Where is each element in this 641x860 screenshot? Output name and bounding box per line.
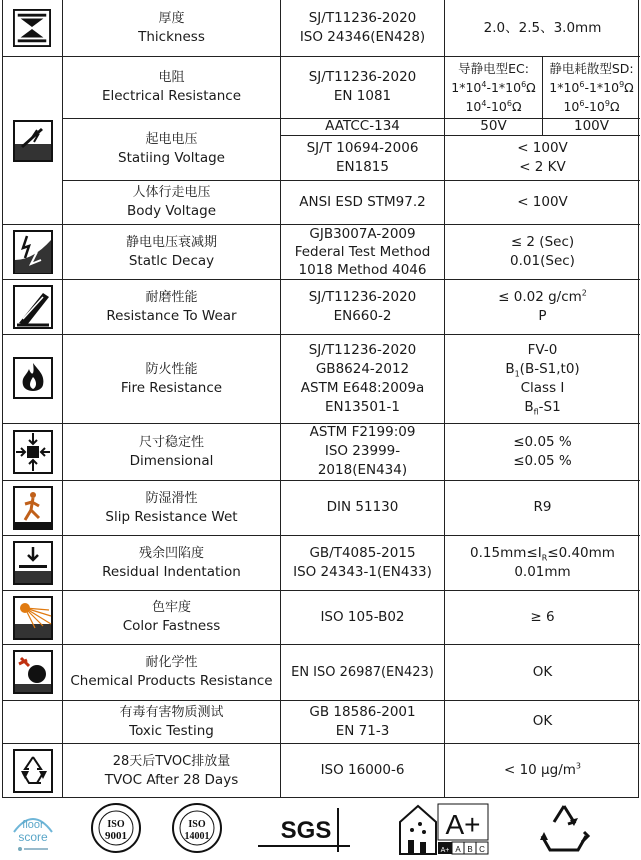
static-electricity-icon [13, 120, 53, 162]
label-en: TVOC After 28 Days [104, 771, 239, 788]
std-fire [281, 334, 444, 423]
val-resistance-ec [445, 56, 542, 118]
value: < 10 $\mu g/m^3$ [503, 761, 582, 778]
std-tvoc [281, 743, 444, 798]
std-body-voltage [281, 180, 444, 224]
val-wear [445, 279, 640, 334]
std-line: SJ/T 10694-2006 [306, 140, 419, 156]
value: ≤0.05 % [513, 452, 572, 469]
label-en: Chemical Products Resistance [70, 673, 273, 689]
value: OK [532, 713, 553, 729]
label-cn: 有毒有害物质测试 [119, 704, 224, 720]
std-wear [281, 279, 444, 334]
label-slip [63, 480, 280, 535]
std-voltage-2 [281, 136, 444, 180]
value-head: 导静电型EC: [458, 60, 529, 76]
label-cn: 静电电压衰减期 [125, 234, 217, 250]
std-line: ASTM F2199:09 [309, 424, 416, 440]
wear-resistance-icon [13, 285, 53, 329]
val-voltage-1a [445, 118, 542, 135]
value: 100V [573, 118, 609, 134]
value: OK [532, 663, 553, 680]
label-color-fastness [63, 590, 280, 644]
std-line: SJ/T11236-2020 [308, 341, 417, 358]
std-line: ISO 23999-2018(EN434) [317, 443, 408, 478]
value: 0.01(Sec) [510, 252, 575, 269]
std-line: ISO 24346(EN428) [299, 29, 426, 45]
label-toxic [63, 700, 280, 743]
value-line: $1*10^6-1*10^9\Omega$ [549, 79, 634, 95]
iso9001-text-1: ISO [107, 819, 125, 830]
label-resistance [63, 56, 280, 118]
value: < 100V [517, 140, 568, 156]
std-thickness [281, 0, 444, 56]
val-tvoc [445, 743, 640, 798]
val-dimensional [445, 423, 640, 480]
value-head: 静电耗散型SD: [549, 60, 634, 76]
aplus-scale-4: C [479, 845, 485, 854]
val-toxic [445, 700, 640, 743]
label-en: Thickness [138, 29, 205, 45]
value: ≤ 0.02 $g/cm^2$ [498, 288, 587, 305]
label-cn: 厚度 [158, 11, 185, 26]
std-line: DIN 51130 [326, 499, 399, 515]
thickness-icon [13, 9, 51, 47]
label-tvoc [63, 743, 280, 798]
std-line: SJ/T11236-2020 [308, 69, 417, 85]
label-chemical [63, 644, 280, 700]
value: 0.01mm [514, 563, 571, 580]
value: R9 [533, 499, 552, 515]
value: ≤0.05 % [513, 433, 572, 450]
val-indentation [445, 535, 640, 590]
indentation-icon [13, 541, 53, 585]
value: ≤ 2 (Sec) [510, 233, 575, 250]
std-line: AATCC-134 [325, 118, 400, 134]
std-line: ISO 16000-6 [320, 762, 405, 778]
label-en: Toxic Testing [129, 722, 214, 739]
label-cn: 耐磨性能 [145, 289, 198, 305]
value-line: $10^4-10^6\Omega$ [465, 98, 522, 114]
label-static-decay [63, 224, 280, 279]
dimension-icon [13, 430, 53, 474]
color-fastness-icon [13, 596, 53, 640]
label-cn: 色牢度 [151, 600, 191, 615]
value: < 100V [517, 193, 568, 210]
iso14001-text-2: 14001 [184, 831, 210, 842]
label-en: Electrical Resistance [101, 88, 242, 104]
iso14001-logo [171, 802, 223, 854]
value: Class I [520, 379, 565, 396]
val-chemical [445, 644, 640, 700]
label-indentation [63, 535, 280, 590]
std-line: GB 18586-2001 [309, 703, 416, 720]
std-line: GB/T4085-2015 [309, 544, 416, 561]
iso9001-logo [90, 802, 142, 854]
floorscore-text-1: floor [22, 819, 44, 831]
value: FV-0 [527, 341, 558, 358]
value-line: $10^6-10^9\Omega$ [563, 98, 620, 114]
aplus-scale-3: B [467, 845, 473, 854]
std-resistance [281, 56, 444, 118]
label-en: Dimensional [129, 452, 214, 469]
spec-table [2, 0, 639, 798]
val-voltage-2 [445, 136, 640, 180]
std-line: ASTM E648:2009a [300, 379, 425, 396]
std-toxic [281, 700, 444, 743]
std-dimensional [281, 423, 444, 480]
label-en: Resistance To Wear [106, 307, 237, 324]
std-chemical [281, 644, 444, 700]
val-body-voltage [445, 180, 640, 224]
recycle-tvoc-icon [13, 749, 53, 793]
std-line: 1018 Method 4046 [298, 261, 427, 278]
label-cn: 防火性能 [145, 361, 198, 377]
std-slip [281, 480, 444, 535]
value: 2.0、2.5、3.0mm [483, 19, 602, 36]
value: $B_{fl}-S1$ [524, 398, 561, 417]
std-indentation [281, 535, 444, 590]
aplus-text: A+ [445, 809, 481, 840]
label-cn: 电阻 [158, 70, 185, 85]
aplus-logo [398, 802, 490, 856]
value: $0.15mm\le I_R\le 0.40mm$ [470, 544, 615, 563]
val-voltage-1b [543, 118, 640, 135]
std-line: EN 1081 [333, 88, 392, 104]
std-line: Federal Test Method [294, 243, 431, 260]
label-cn: 耐化学性 [145, 655, 198, 670]
std-line: SJ/T11236-2020 [308, 288, 417, 305]
label-voltage [63, 118, 280, 180]
val-slip [445, 480, 640, 535]
val-fire [445, 334, 640, 423]
value: $B_1(B-S1,t0)$ [505, 360, 580, 379]
value: < 2 KV [519, 159, 566, 175]
label-cn: 起电电压 [145, 132, 198, 147]
label-en: Color Fastness [122, 618, 221, 634]
std-line: EN 71-3 [335, 722, 390, 739]
label-cn: 人体行走电压 [132, 185, 211, 200]
label-en: Statiing Voltage [118, 150, 225, 166]
value-line: $1*10^4-1*10^6\Omega$ [451, 79, 536, 95]
std-static-decay [281, 224, 444, 279]
iso9001-text-2: 9001 [105, 830, 127, 842]
val-resistance-sd [543, 56, 640, 118]
std-line: EN1815 [336, 159, 389, 175]
value: P [538, 307, 547, 324]
std-line: ISO 105-B02 [320, 608, 405, 625]
label-cn: 28天后TVOC排放量 [112, 753, 231, 769]
floorscore-text-2: score [18, 830, 48, 844]
std-color-fastness [281, 590, 444, 644]
std-line: SJ/T11236-2020 [308, 10, 417, 26]
label-fire [63, 334, 280, 423]
label-cn: 防湿滑性 [145, 490, 198, 506]
val-thickness [445, 0, 640, 56]
value: ≥ 6 [530, 608, 555, 625]
val-static-decay [445, 224, 640, 279]
label-thickness [63, 0, 280, 56]
std-line: EN ISO 26987(EN423) [291, 664, 434, 680]
label-dimensional [63, 423, 280, 480]
slip-icon [13, 486, 53, 530]
label-wear [63, 279, 280, 334]
floorscore-logo [8, 802, 58, 854]
fire-icon [13, 357, 53, 399]
std-line: ANSI ESD STM97.2 [299, 193, 426, 210]
label-en: Residual Indentation [102, 563, 241, 580]
label-body-voltage [63, 180, 280, 224]
chemical-icon [13, 650, 53, 694]
certification-logos [0, 798, 641, 859]
label-en: Slip Resistance Wet [105, 508, 238, 525]
std-line: EN660-2 [333, 307, 392, 324]
label-en: Statlc Decay [128, 252, 215, 269]
label-cn: 尺寸稳定性 [138, 434, 204, 450]
label-cn: 残余凹陷度 [138, 545, 204, 561]
std-line: EN13501-1 [324, 398, 401, 415]
iso14001-text-1: ISO [188, 819, 206, 830]
std-line: GB8624-2012 [315, 360, 410, 377]
sgs-text: SGS [280, 817, 332, 844]
std-line: GJB3007A-2009 [309, 225, 416, 242]
value: 50V [480, 118, 507, 134]
std-voltage-1 [281, 118, 444, 135]
label-en: Body Voltage [126, 203, 216, 219]
label-en: Fire Resistance [120, 379, 223, 396]
std-line: ISO 24343-1(EN433) [293, 563, 432, 580]
sgs-logo [258, 808, 350, 852]
aplus-scale-1: A+ [440, 847, 450, 854]
recycle-icon [536, 802, 592, 856]
val-color-fastness [445, 590, 640, 644]
aplus-scale-2: A [455, 845, 461, 854]
static-decay-icon [13, 230, 53, 274]
